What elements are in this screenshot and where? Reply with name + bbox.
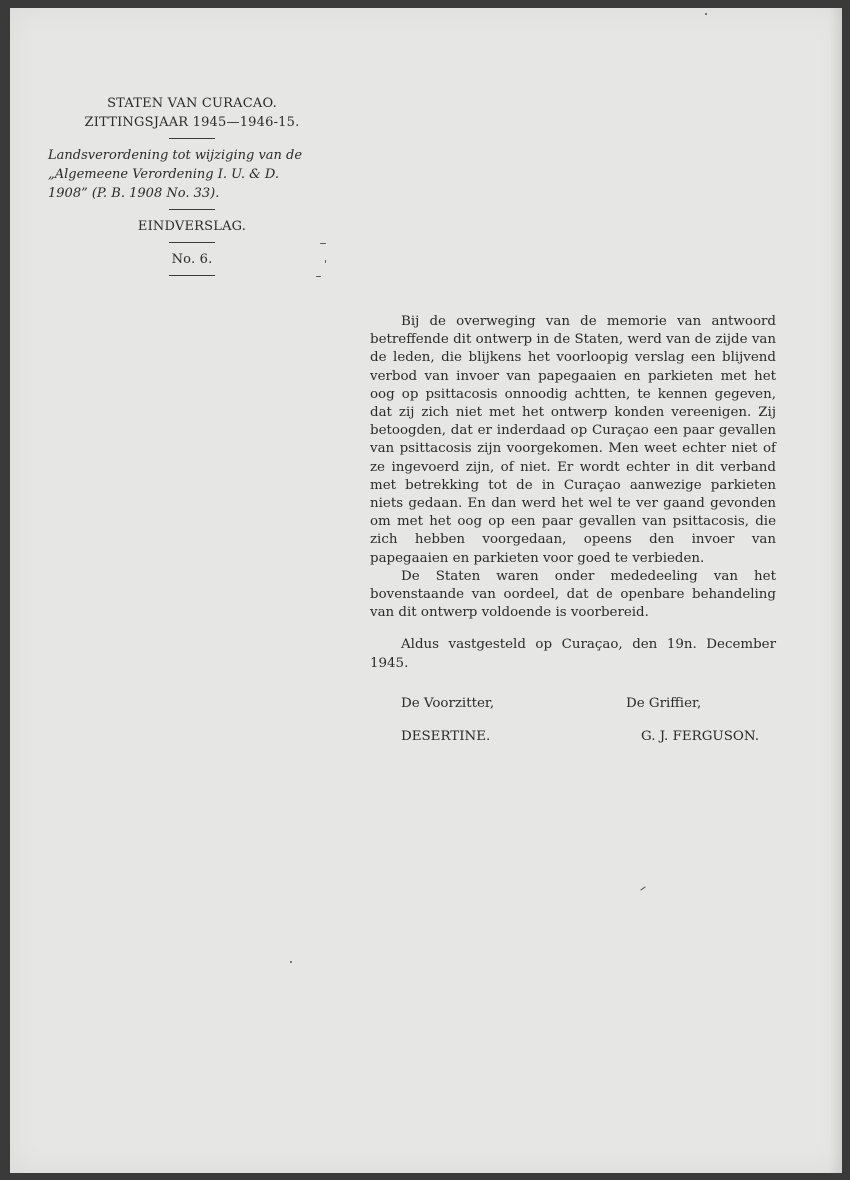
header-title: STATEN VAN CURACAO. bbox=[107, 96, 277, 111]
ordinance-subject bbox=[46, 146, 338, 203]
page-edge-shadow bbox=[830, 8, 842, 1173]
subject-line: 1908” (P. B. 1908 No. 33). bbox=[48, 186, 220, 201]
body-paragraph: Bij de overweging van de memorie van antwoord betreffende dit ontwerp in de Staten, werd van de zijde van de leden, die blijkens het voorloopig verslag een blijvend verbod van invoer van papegaaien en parkieten met het oog op psittacosis onnoodig achtten, te kennen gegeven, dat zij zich niet met het ontwerp konden vereenigen. Zij betoogden, dat er inderdaad op Curaçao een paar gevallen van psittacosis zijn voorgekomen. Men weet echter niet of ze ingevoerd zijn, of niet. Er wordt echter in dit verband met betrekking tot de in Curaçao aanwezige parkieten niets gedaan. En dan werd het wel te ver gaand gevonden om met het oog op een paar gevallen van psittacosis, die zich hebben voorgedaan, opeens den invoer van papegaaien en parkieten voor goed te verbieden. bbox=[370, 314, 776, 566]
paper-speck bbox=[320, 243, 326, 244]
paper-speck bbox=[640, 886, 645, 890]
session-year: ZITTINGSJAAR 1945—1946-15. bbox=[84, 115, 300, 130]
subject-line: Landsverordening tot wijziging van de bbox=[48, 148, 303, 163]
document-page bbox=[10, 8, 842, 1173]
signature-block bbox=[370, 696, 776, 744]
divider bbox=[169, 242, 215, 243]
chairman-name: DESERTINE. bbox=[401, 729, 491, 744]
clerk-role: De Griffier, bbox=[626, 696, 702, 711]
divider bbox=[169, 138, 215, 139]
paper-speck bbox=[325, 260, 326, 263]
report-number: No. 6. bbox=[171, 252, 213, 267]
divider bbox=[169, 209, 215, 210]
paper-speck bbox=[705, 13, 707, 15]
subject-line: „Algemeene Verordening I. U. & D. bbox=[48, 167, 279, 182]
document-header bbox=[46, 94, 338, 283]
body-paragraph: De Staten waren onder mededeeling van het bovenstaande van oordeel, dat de openbare behandeling van dit ontwerp voldoende is voorbereid. bbox=[370, 568, 776, 621]
closing-statement: Aldus vastgesteld op Curaçao, den 19n. December 1945. bbox=[370, 637, 776, 671]
chairman-role: De Voorzitter, bbox=[401, 696, 495, 711]
divider bbox=[169, 275, 215, 276]
paper-speck bbox=[290, 961, 292, 963]
report-title: EINDVERSLAG. bbox=[137, 219, 247, 234]
paper-speck bbox=[316, 276, 321, 277]
report-body bbox=[370, 313, 776, 673]
clerk-name: G. J. FERGUSON. bbox=[641, 729, 759, 744]
